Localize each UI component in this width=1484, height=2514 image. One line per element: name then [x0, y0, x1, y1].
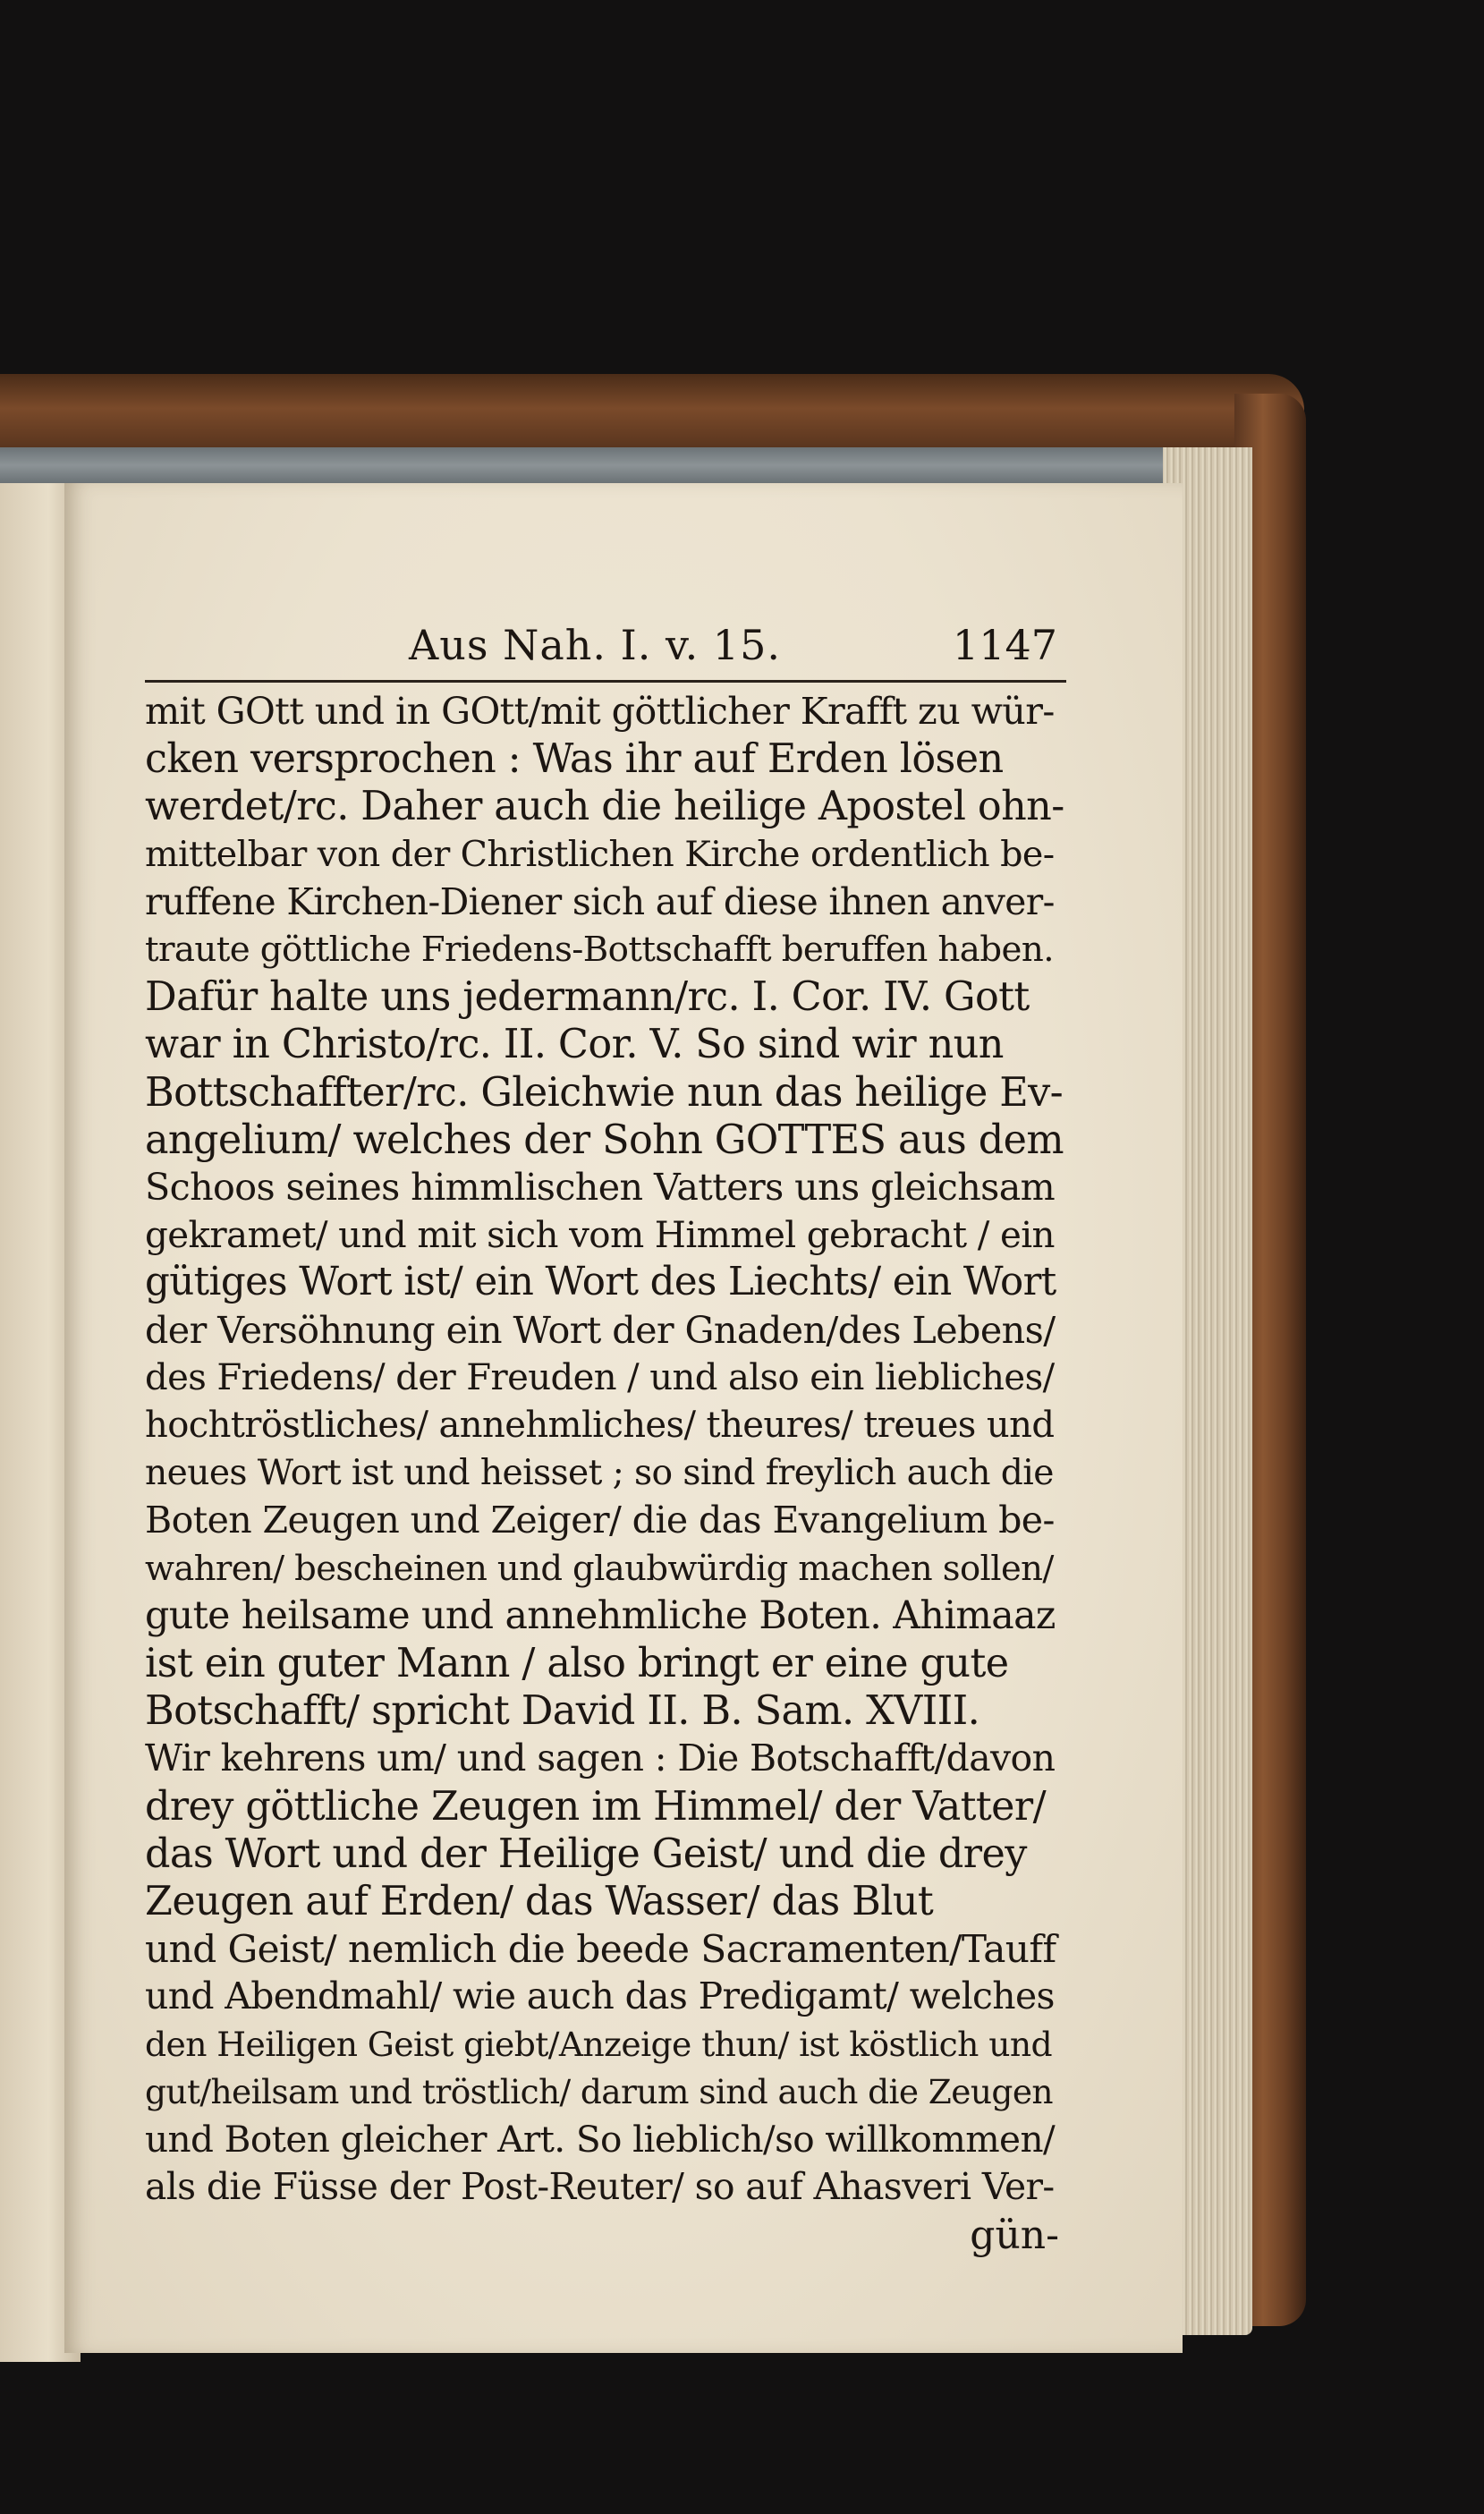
catchword-row: [145, 2212, 1066, 2262]
text-line: drey göttliche Zeugen im Himmel/ der Vatter/: [145, 1783, 1046, 1830]
text-line: gut/heilsam und tröstlich/ darum sind auch die Zeugen: [145, 2071, 1053, 2111]
text-line: traute göttliche Friedens-Bottschafft beruffen haben.: [145, 930, 1054, 971]
page-number: 1147: [952, 621, 1057, 669]
text-line: Botschafft/ spricht David II. B. Sam. XVIII.: [145, 1688, 980, 1735]
text-line: und Abendmahl/ wie auch das Predigamt/ welches: [145, 1975, 1055, 2018]
text-block: [145, 617, 1066, 2262]
text-line: Wir kehrens um/ und sagen : Die Botschafft/davon: [145, 1737, 1056, 1780]
text-line: mit GOtt und in GOtt/mit göttlicher Krafft zu wür-: [145, 690, 1055, 733]
text-line: angelium/ welches der Sohn GOTTES aus dem: [145, 1117, 1064, 1163]
text-line: als die Füsse der Post-Reuter/ so auf Ahasveri Ver-: [145, 2165, 1055, 2209]
text-line: gute heilsame und annehmliche Boten. Ahimaaz: [145, 1592, 1056, 1638]
text-line: gütiges Wort ist/ ein Wort des Liechts/ ein Wort: [145, 1260, 1056, 1305]
text-line: Dafür halte uns jedermann/rc. I. Cor. IV. Gott: [145, 974, 1030, 1021]
text-line: Boten Zeugen und Zeiger/ die das Evangelium be-: [145, 1499, 1055, 1542]
page-header: [145, 617, 1066, 683]
text-line: der Versöhnung ein Wort der Gnaden/des Lebens/: [145, 1308, 1056, 1352]
text-line: wahren/ bescheinen und glaubwürdig machen sollen/: [145, 1548, 1054, 1589]
catchword: gün-: [970, 2212, 1059, 2258]
text-line: und Boten gleicher Art. So lieblich/so willkommen/: [145, 2118, 1056, 2162]
text-line: werdet/rc. Daher auch die heilige Apostel ohn-: [145, 784, 1064, 830]
text-line: cken versprochen : Was ihr auf Erden lösen: [145, 736, 1004, 783]
book-page: [64, 483, 1183, 2353]
text-line: ist ein guter Mann / also bringt er eine gute: [145, 1641, 1009, 1687]
running-head: Aus Nah. I. v. 15.: [409, 621, 781, 669]
text-line: ruffene Kirchen-Diener sich auf diese ihnen anver-: [145, 879, 1055, 923]
text-line: hochtröstliches/ annehmliches/ theures/ treues und: [145, 1405, 1055, 1447]
text-line: mittelbar von der Christlichen Kirche ordentlich be-: [145, 833, 1055, 875]
text-line: und Geist/ nemlich die beede Sacramenten/Tauff: [145, 1927, 1056, 1972]
text-line: den Heiligen Geist giebt/Anzeige thun/ ist köstlich und: [145, 2024, 1053, 2064]
text-line: neues Wort ist und heisset ; so sind freylich auch die: [145, 1453, 1054, 1494]
text-line: gekramet/ und mit sich vom Himmel gebracht / ein: [145, 1214, 1055, 1257]
text-line: Zeugen auf Erden/ das Wasser/ das Blut: [145, 1879, 934, 1925]
text-line: war in Christo/rc. II. Cor. V. So sind wir nun: [145, 1022, 1004, 1068]
text-line: das Wort und der Heilige Geist/ und die drey: [145, 1830, 1027, 1877]
text-line: Bottschaffter/rc. Gleichwie nun das heilige Ev-: [145, 1069, 1064, 1116]
text-line: des Friedens/ der Freuden / und also ein liebliches/: [145, 1356, 1055, 1398]
text-line: Schoos seines himmlischen Vatters uns gleichsam: [145, 1166, 1056, 1210]
